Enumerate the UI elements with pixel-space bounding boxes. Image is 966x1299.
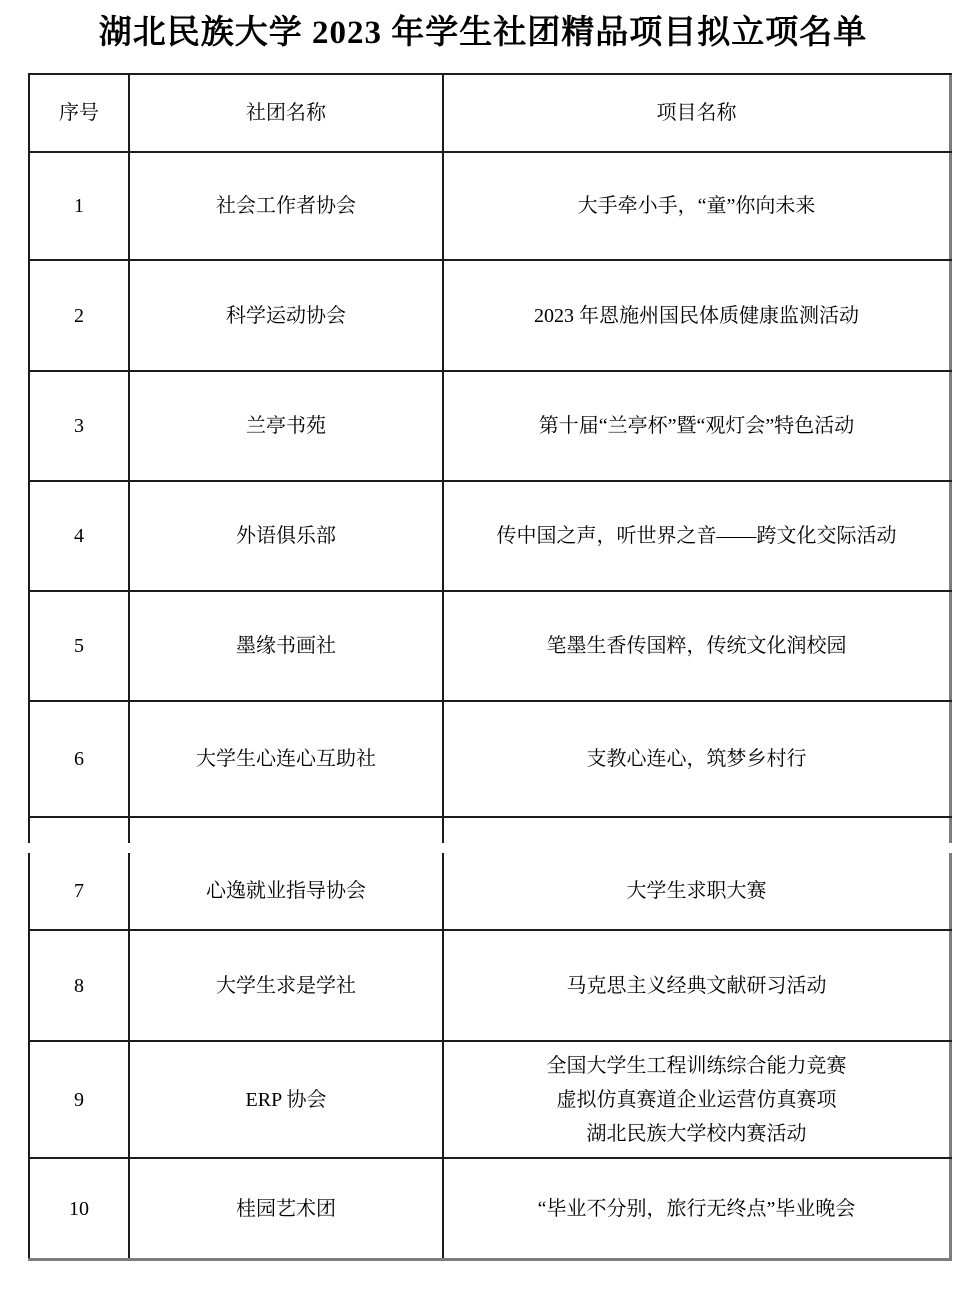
cell-club: ERP 协会 [128, 1042, 442, 1157]
cell-project: 马克思主义经典文献研习活动 [442, 931, 952, 1040]
cell-no: 5 [28, 592, 128, 700]
cell-project: 支教心连心，筑梦乡村行 [442, 702, 952, 816]
table-header-row [28, 75, 952, 153]
cell-club: 兰亭书苑 [128, 372, 442, 480]
cell-club: 墨缘书画社 [128, 592, 442, 700]
table-row [28, 261, 952, 372]
cell-no: 6 [28, 702, 128, 816]
cell-club: 大学生求是学社 [128, 931, 442, 1040]
header-project: 项目名称 [442, 75, 952, 151]
cell-club: 桂园艺术团 [128, 1159, 442, 1258]
cell-project: 第十届“兰亭杯”暨“观灯会”特色活动 [442, 372, 952, 480]
cell-project: “毕业不分别，旅行无终点”毕业晚会 [442, 1159, 952, 1258]
cell-no: 7 [28, 853, 128, 929]
cell-project [442, 1042, 952, 1157]
cell-no: 2 [28, 261, 128, 370]
table-row [28, 153, 952, 261]
cell-club: 心逸就业指导协会 [128, 853, 442, 929]
cell-no: 1 [28, 153, 128, 259]
table-row [28, 1042, 952, 1159]
project-line: 全国大学生工程训练综合能力竞赛 [546, 1054, 847, 1077]
split-row-stub [28, 818, 952, 843]
cell-club: 社会工作者协会 [128, 153, 442, 259]
table-row [28, 1159, 952, 1261]
table-row [28, 853, 952, 931]
document-title: 湖北民族大学 2023 年学生社团精品项目拟立项名单 [98, 15, 868, 51]
table-row [28, 482, 952, 592]
table-row [28, 931, 952, 1042]
table-row [28, 372, 952, 482]
project-table-page2 [28, 853, 952, 1261]
table-row [28, 592, 952, 702]
cell-no: 4 [28, 482, 128, 590]
header-club: 社团名称 [128, 75, 442, 151]
project-table-page1 [28, 73, 952, 843]
cell-club: 科学运动协会 [128, 261, 442, 370]
cell-club: 外语俱乐部 [128, 482, 442, 590]
cell-project: 大学生求职大赛 [442, 853, 952, 929]
cell-no: 9 [28, 1042, 128, 1157]
project-line: 虚拟仿真赛道企业运营仿真赛项 [556, 1088, 837, 1111]
cell-no: 8 [28, 931, 128, 1040]
cell-project: 2023 年恩施州国民体质健康监测活动 [442, 261, 952, 370]
header-no: 序号 [28, 75, 128, 151]
cell-empty [28, 818, 128, 843]
project-line: 湖北民族大学校内赛活动 [586, 1122, 807, 1145]
cell-no: 3 [28, 372, 128, 480]
cell-project: 传中国之声，听世界之音——跨文化交际活动 [442, 482, 952, 590]
cell-empty [442, 818, 952, 843]
cell-empty [128, 818, 442, 843]
cell-project: 大手牵小手，“童”你向未来 [442, 153, 952, 259]
cell-project: 笔墨生香传国粹，传统文化润校园 [442, 592, 952, 700]
cell-club: 大学生心连心互助社 [128, 702, 442, 816]
cell-no: 10 [28, 1159, 128, 1258]
table-row [28, 702, 952, 818]
page-break-gap [0, 843, 966, 853]
